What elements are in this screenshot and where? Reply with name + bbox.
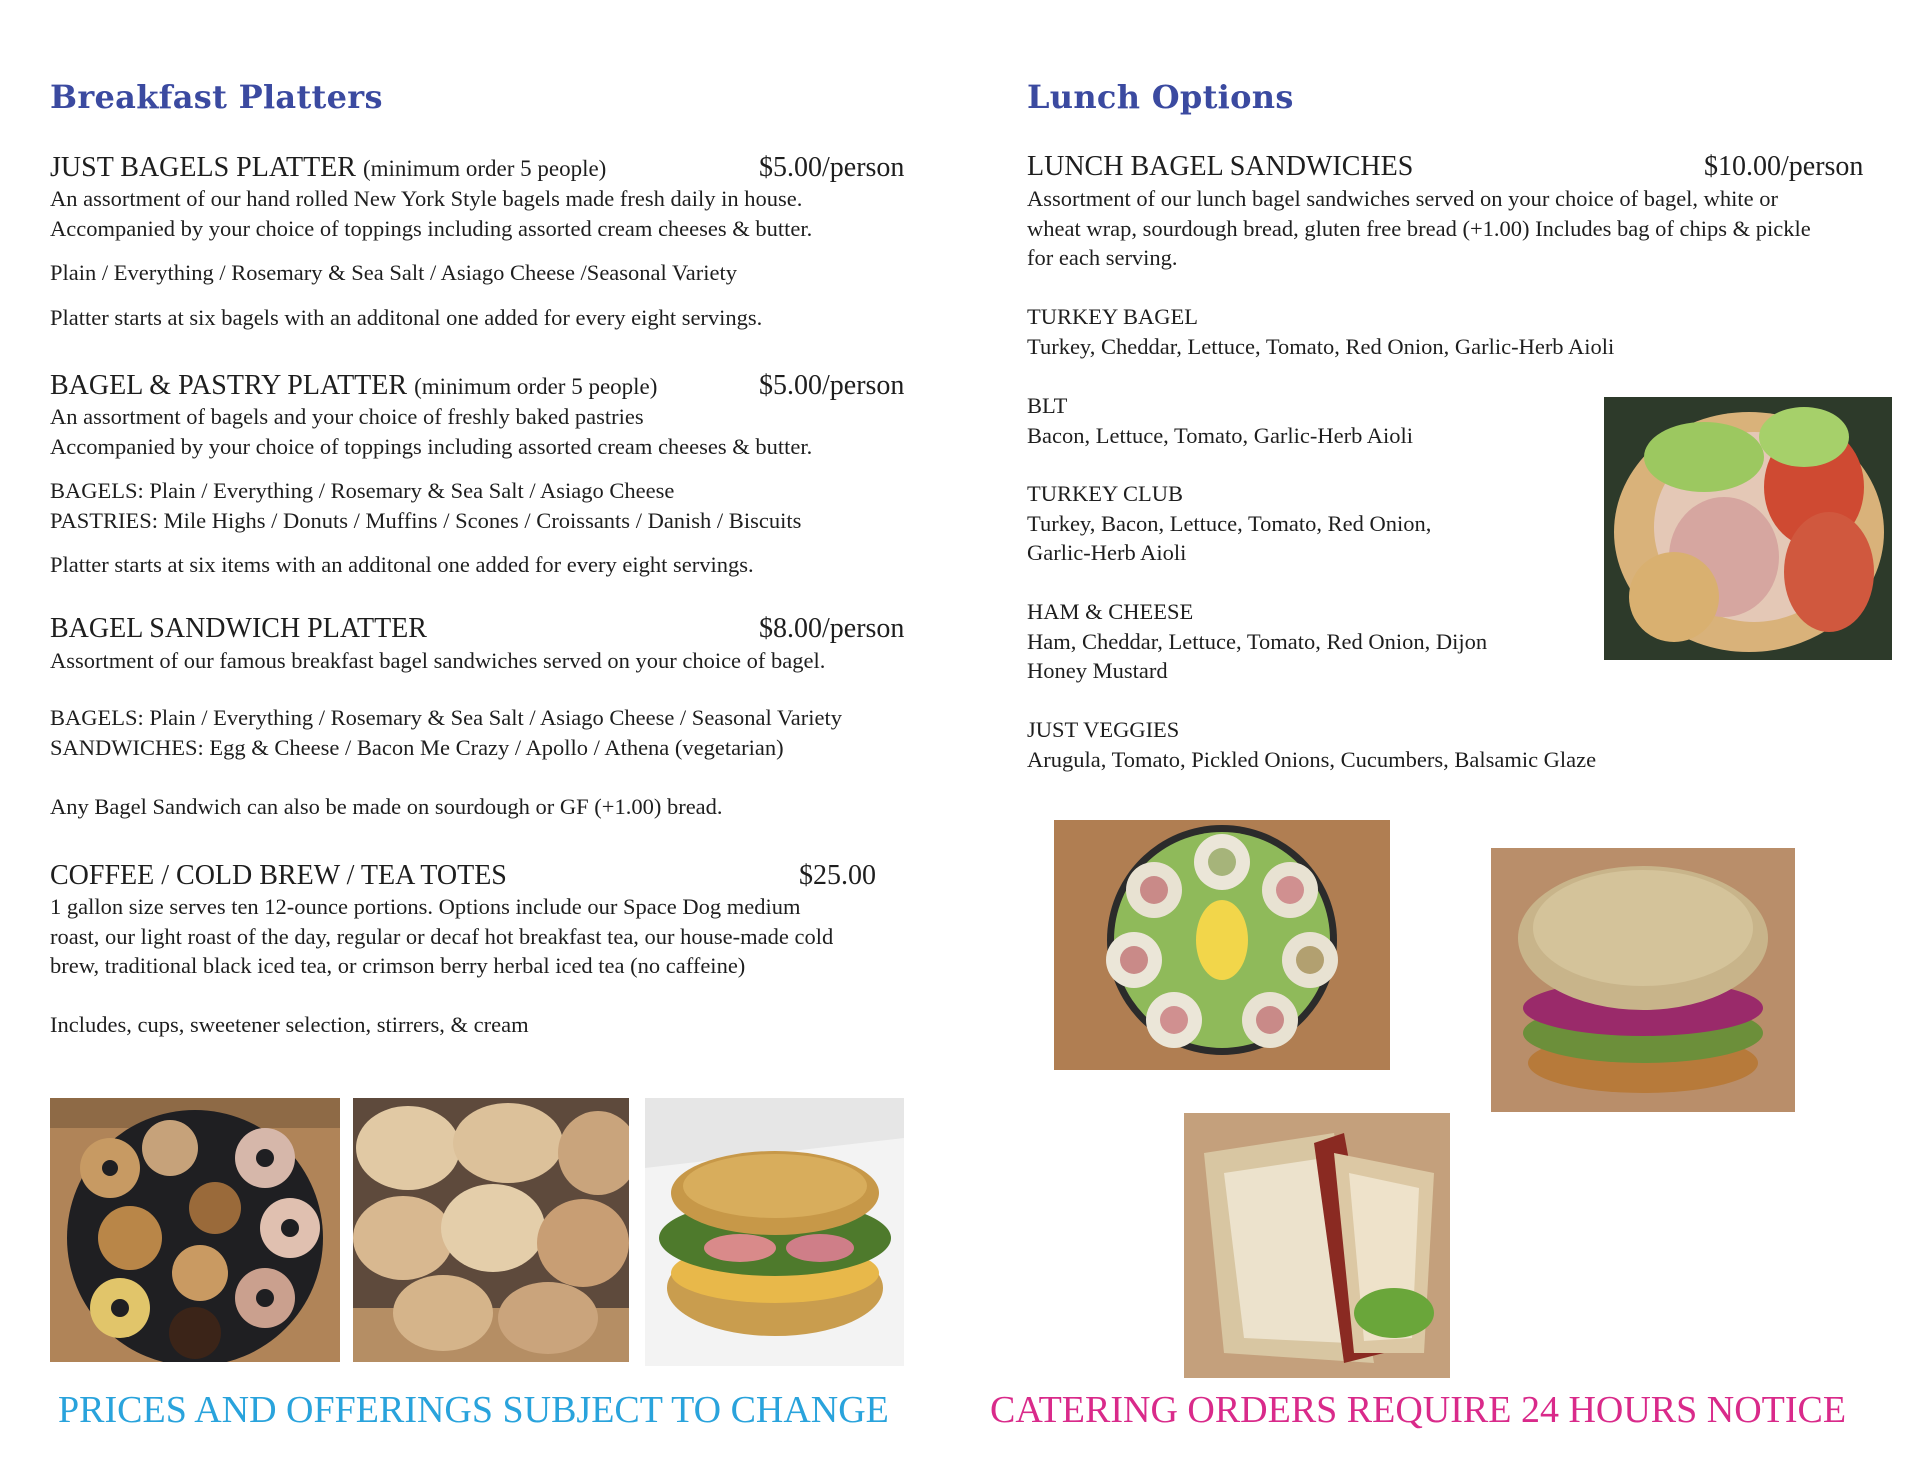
bagel-sandwich-options <box>50 703 842 762</box>
just-bagels-footnote: Platter starts at six bagels with an additonal one added for every eight servings. <box>50 305 763 330</box>
just-bagels-title <box>50 152 606 184</box>
options-line: SANDWICHES: Egg & Cheese / Bacon Me Crazy / Apollo / Athena (vegetarian) <box>50 734 784 760</box>
just-bagels-desc <box>50 184 812 243</box>
item-min-note: (minimum order 5 people) <box>414 374 658 399</box>
blt-sourdough-photo <box>1184 1113 1450 1378</box>
desc-line: Accompanied by your choice of toppings including assorted cream cheeses & butter. <box>50 433 813 459</box>
catering-notice: CATERING ORDERS REQUIRE 24 HOURS NOTICE <box>990 1389 1847 1431</box>
sandwich-turkey-club <box>1027 479 1431 568</box>
sandwich-desc: Honey Mustard <box>1027 658 1168 683</box>
item-title-text: BAGEL & PASTRY PLATTER <box>50 370 408 401</box>
sandwich-name: JUST VEGGIES <box>1027 717 1180 742</box>
almond-pastries-photo <box>353 1098 629 1362</box>
sandwich-name: TURKEY CLUB <box>1027 481 1184 506</box>
sandwich-name: BLT <box>1027 393 1068 418</box>
options-line: PASTRIES: Mile Highs / Donuts / Muffins / Scones / Croissants / Danish / Biscuits <box>50 507 802 533</box>
desc-line: brew, traditional black iced tea, or crimson berry herbal iced tea (no caffeine) <box>50 953 746 978</box>
lunch-bagel-desc <box>1027 184 1811 273</box>
bagel-donut-platter-photo <box>50 1098 340 1362</box>
bagel-pastry-price: $5.00/person <box>759 370 905 401</box>
lunch-heading: Lunch Options <box>1027 78 1294 116</box>
options-line: BAGELS: Plain / Everything / Rosemary & Sea Salt / Asiago Cheese <box>50 478 675 503</box>
bagel-sandwich-desc: Assortment of our famous breakfast bagel sandwiches served on your choice of bagel. <box>50 648 826 673</box>
sandwich-desc: Ham, Cheddar, Lettuce, Tomato, Red Onion, Dijon <box>1027 628 1488 654</box>
bagel-pastry-title <box>50 370 657 402</box>
coffee-totes-footnote: Includes, cups, sweetener selection, stirrers, & cream <box>50 1012 529 1037</box>
desc-line: 1 gallon size serves ten 12-ounce portions. Options include our Space Dog medium <box>50 894 801 919</box>
desc-line: Accompanied by your choice of toppings including assorted cream cheeses & butter. <box>50 215 813 241</box>
coffee-totes-desc <box>50 892 833 981</box>
bagel-pastry-options <box>50 476 801 535</box>
bagel-sandwich-price: $8.00/person <box>759 613 905 644</box>
sandwich-desc: Turkey, Bacon, Lettuce, Tomato, Red Onion, <box>1027 510 1432 536</box>
desc-line: An assortment of bagels and your choice of freshly baked pastries <box>50 404 644 429</box>
desc-line: roast, our light roast of the day, regular or decaf hot breakfast tea, our house-made cold <box>50 923 834 949</box>
sandwich-turkey-bagel <box>1027 302 1614 361</box>
desc-line: Assortment of our lunch bagel sandwiches served on your choice of bagel, white or <box>1027 186 1779 211</box>
arugula-bagel-sandwich-photo <box>645 1098 904 1366</box>
lunch-bagel-price: $10.00/person <box>1704 151 1864 182</box>
just-bagels-options: Plain / Everything / Rosemary & Sea Salt / Asiago Cheese /Seasonal Variety <box>50 260 737 285</box>
bagel-pastry-desc <box>50 402 812 461</box>
options-line: BAGELS: Plain / Everything / Rosemary & Sea Salt / Asiago Cheese / Seasonal Variety <box>50 705 842 730</box>
bagel-sandwich-footnote: Any Bagel Sandwich can also be made on sourdough or GF (+1.00) bread. <box>50 794 723 819</box>
sandwich-name: TURKEY BAGEL <box>1027 304 1199 329</box>
rosemary-bagel-sandwich-photo <box>1491 848 1795 1112</box>
coffee-totes-title: COFFEE / COLD BREW / TEA TOTES <box>50 860 507 891</box>
sandwich-just-veggies <box>1027 715 1596 774</box>
wrap-platter-photo <box>1054 820 1390 1070</box>
desc-line: for each serving. <box>1027 245 1178 270</box>
lunch-bagel-title: LUNCH BAGEL SANDWICHES <box>1027 151 1414 182</box>
sandwich-desc: Turkey, Cheddar, Lettuce, Tomato, Red Onion, Garlic-Herb Aioli <box>1027 333 1615 359</box>
turkey-bagel-photo <box>1604 397 1892 660</box>
just-bagels-price: $5.00/person <box>759 152 905 183</box>
sandwich-desc: Garlic-Herb Aioli <box>1027 540 1187 565</box>
sandwich-desc: Arugula, Tomato, Pickled Onions, Cucumbers, Balsamic Glaze <box>1027 746 1597 772</box>
bagel-sandwich-title: BAGEL SANDWICH PLATTER <box>50 613 427 644</box>
prices-change-notice: PRICES AND OFFERINGS SUBJECT TO CHANGE <box>58 1389 889 1431</box>
sandwich-desc: Bacon, Lettuce, Tomato, Garlic-Herb Aioli <box>1027 422 1414 448</box>
desc-line: An assortment of our hand rolled New York Style bagels made fresh daily in house. <box>50 186 803 211</box>
sandwich-blt <box>1027 391 1413 450</box>
bagel-pastry-footnote: Platter starts at six items with an additonal one added for every eight servings. <box>50 552 754 577</box>
breakfast-heading: Breakfast Platters <box>50 78 383 116</box>
item-min-note: (minimum order 5 people) <box>362 156 607 181</box>
sandwich-ham-cheese <box>1027 597 1487 686</box>
sandwich-name: HAM & CHEESE <box>1027 599 1194 624</box>
desc-line: wheat wrap, sourdough bread, gluten free bread (+1.00) Includes bag of chips & pickle <box>1027 215 1811 241</box>
coffee-totes-price: $25.00 <box>799 860 876 891</box>
item-title-text: JUST BAGELS PLATTER <box>50 152 356 183</box>
